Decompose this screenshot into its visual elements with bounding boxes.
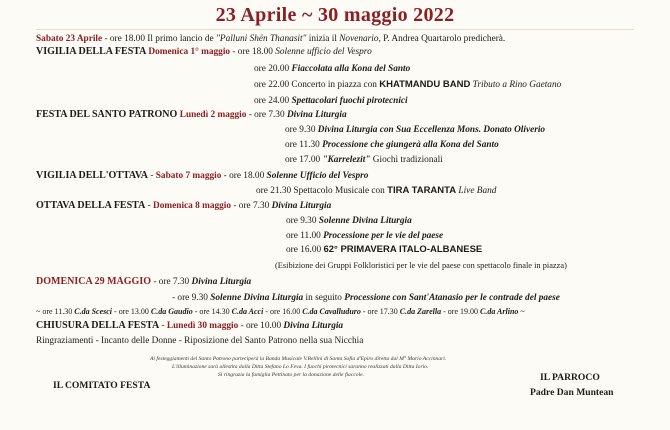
schedule-line-3 xyxy=(254,63,410,75)
text: ~ ore 11.30 xyxy=(36,307,75,316)
schedule-line-4 xyxy=(254,79,561,91)
date-label: Sabato 23 Aprile xyxy=(36,34,103,44)
text: (Esibizione dei Gruppi Folkloristici per le vie del paese con spettacolo finale in piazza) xyxy=(275,261,567,270)
schedule-line-8 xyxy=(285,139,499,151)
schedule-line-21 xyxy=(36,335,363,347)
section-heading: FESTA DEL SANTO PATRONO xyxy=(36,109,180,120)
event-title: Solenne Ufficio del Vespro xyxy=(266,171,369,181)
section-heading: OTTAVA DELLA FESTA xyxy=(36,200,146,211)
text: - ore 14.30 xyxy=(192,307,232,316)
schedule-line-7 xyxy=(285,124,545,136)
contrada-name: C.da Cavalluduro xyxy=(302,307,361,316)
event-title: Novenario xyxy=(339,34,379,44)
event-title: Divina Liturgia xyxy=(283,321,344,331)
schedule-line-14 xyxy=(286,230,443,242)
text: - ore 17.30 xyxy=(360,307,400,316)
event-title: Solenne Divina Liturgia xyxy=(318,216,412,226)
schedule-line-9 xyxy=(285,154,443,166)
text: - ore 7.30 xyxy=(151,277,192,287)
text: - ore 7.30 xyxy=(231,201,272,211)
event-title: Processione per le vie del paese xyxy=(323,231,444,241)
schedule-line-16 xyxy=(275,260,567,272)
committee-signature: IL COMITATO FESTA xyxy=(53,380,151,391)
text: - ore 13.00 xyxy=(112,307,151,316)
schedule-line-19 xyxy=(36,306,525,318)
event-title: Solenne Divina Liturgia xyxy=(210,293,304,303)
schedule-line-11 xyxy=(256,185,496,197)
schedule-line-2 xyxy=(36,46,372,58)
event-title: Solenne ufficio del Vespro xyxy=(275,47,372,57)
text: ore 17.00 xyxy=(285,155,323,165)
fine-print-3: Si ringrazia la famiglia Pettinato per la donazione delle fiaccole. xyxy=(218,372,365,378)
schedule-line-20 xyxy=(36,320,343,332)
schedule-line-1 xyxy=(36,33,505,45)
contrada-name: C.da Scesci xyxy=(74,307,113,316)
text: - ore 10.00 xyxy=(238,321,284,331)
band-name: KHATMANDU BAND xyxy=(379,79,471,90)
event-title: Divina Liturgia xyxy=(271,201,332,211)
title-divider xyxy=(36,29,634,30)
event-title: Spettacolari fuochi pirotecnici xyxy=(291,96,408,106)
schedule-line-18 xyxy=(172,292,560,304)
text: ore 11.00 xyxy=(286,231,324,241)
event-title: Divina Liturgia xyxy=(191,277,252,287)
page-title: 23 Aprile ~ 30 maggio 2022 xyxy=(215,4,455,26)
schedule-line-10 xyxy=(36,170,368,182)
fine-print-1: Ai festeggiamenti del Santo Patrono parteciperà la Banda Musicale V.Bellini di Santa Sofia d'Epiro diretta dal M° Mario Accinnari. xyxy=(150,356,447,362)
event-title: Processione con Sant'Atanasio per le contrade del paese xyxy=(344,293,560,303)
section-heading: DOMENICA 29 MAGGIO xyxy=(36,276,151,287)
event-title: 62° PRIMAVERA ITALO-ALBANESE xyxy=(323,244,483,255)
date-label: Lunedì 2 maggio xyxy=(179,110,247,120)
event-title: Processione che giungerà alla Kona del Santo xyxy=(322,140,499,150)
section-heading: CHIUSURA DELLA FESTA xyxy=(36,320,160,331)
text: ore 20.00 xyxy=(254,64,292,74)
schedule-line-6 xyxy=(36,109,347,121)
band-name: TIRA TARANTA xyxy=(387,185,457,196)
text: inizia il xyxy=(306,34,340,44)
section-heading: VIGILIA DELLA FESTA xyxy=(36,46,149,57)
contrada-name: C.da Arlino xyxy=(480,307,519,316)
parish-priest-title: IL PARROCO xyxy=(540,372,600,383)
event-title: Live Band xyxy=(456,186,497,196)
contrada-name: C.da Gaudio xyxy=(150,307,193,316)
text: , P. Andrea Quartarolo predicherà. xyxy=(378,34,506,44)
schedule-line-13 xyxy=(286,215,412,227)
text: in seguito xyxy=(303,293,345,303)
event-title: Tributo a Rino Gaetano xyxy=(470,80,562,90)
fine-print-2: L'illuminazione sarà allestita dalla Ditta Stefano Lo Feva. I fuochi pirotecnici saranno realizzati dalla Ditta Iorio. xyxy=(172,364,429,370)
event-title: Divina Liturgia xyxy=(286,110,347,120)
event-title: Divina Liturgia con Sua Eccellenza Mons. Donato Oliverio xyxy=(317,125,546,135)
text: - ore 18.00 xyxy=(221,171,267,181)
date-label: Domenica 1° maggio xyxy=(148,47,231,57)
date-label: - Sabato 7 maggio xyxy=(148,171,222,181)
text: - ore 18.00 xyxy=(230,47,276,57)
date-label: - Lunedì 30 maggio xyxy=(159,321,239,331)
text: - ore 7.30 xyxy=(246,110,287,120)
contrada-name: C.da Acci xyxy=(231,307,264,316)
text: ~ xyxy=(518,307,525,316)
text: ore 16.00 xyxy=(286,245,324,255)
text: - ore 18.00 Il primo lancio de xyxy=(102,34,216,44)
text: ore 21.30 Spettacolo Musicale con xyxy=(256,186,388,196)
schedule-line-15 xyxy=(286,244,482,256)
text: ore 22.00 Concerto in piazza con xyxy=(254,80,380,90)
text: ore 11.30 xyxy=(285,140,323,150)
section-heading: VIGILIA DELL'OTTAVA xyxy=(36,170,148,181)
text: ore 24.00 xyxy=(254,96,292,106)
event-title: Fiaccolata alla Kona del Santo xyxy=(291,64,411,74)
text: ore 9.30 xyxy=(285,125,318,135)
parish-priest-name: Padre Dan Muntean xyxy=(530,387,614,398)
text: ore 9.30 xyxy=(286,216,319,226)
text: - ore 9.30 xyxy=(172,293,211,303)
text: - ore 19.00 xyxy=(441,307,481,316)
text: - ore 16.00 xyxy=(263,307,303,316)
schedule-line-5 xyxy=(254,95,408,107)
schedule-line-17 xyxy=(36,276,251,288)
schedule-line-12 xyxy=(36,200,331,212)
date-label: - Domenica 8 maggio xyxy=(145,201,232,211)
event-title: "Karrelezit" xyxy=(322,155,371,165)
event-title: "Palluni Shën Thanasit" xyxy=(215,34,307,44)
text: Ringraziamenti - Incanto delle Donne - Riposizione del Santo Patrono nella sua Nicchia xyxy=(36,336,364,346)
contrada-name: C.da Zarella xyxy=(399,307,442,316)
text: Giochi tradizionali xyxy=(370,155,443,165)
